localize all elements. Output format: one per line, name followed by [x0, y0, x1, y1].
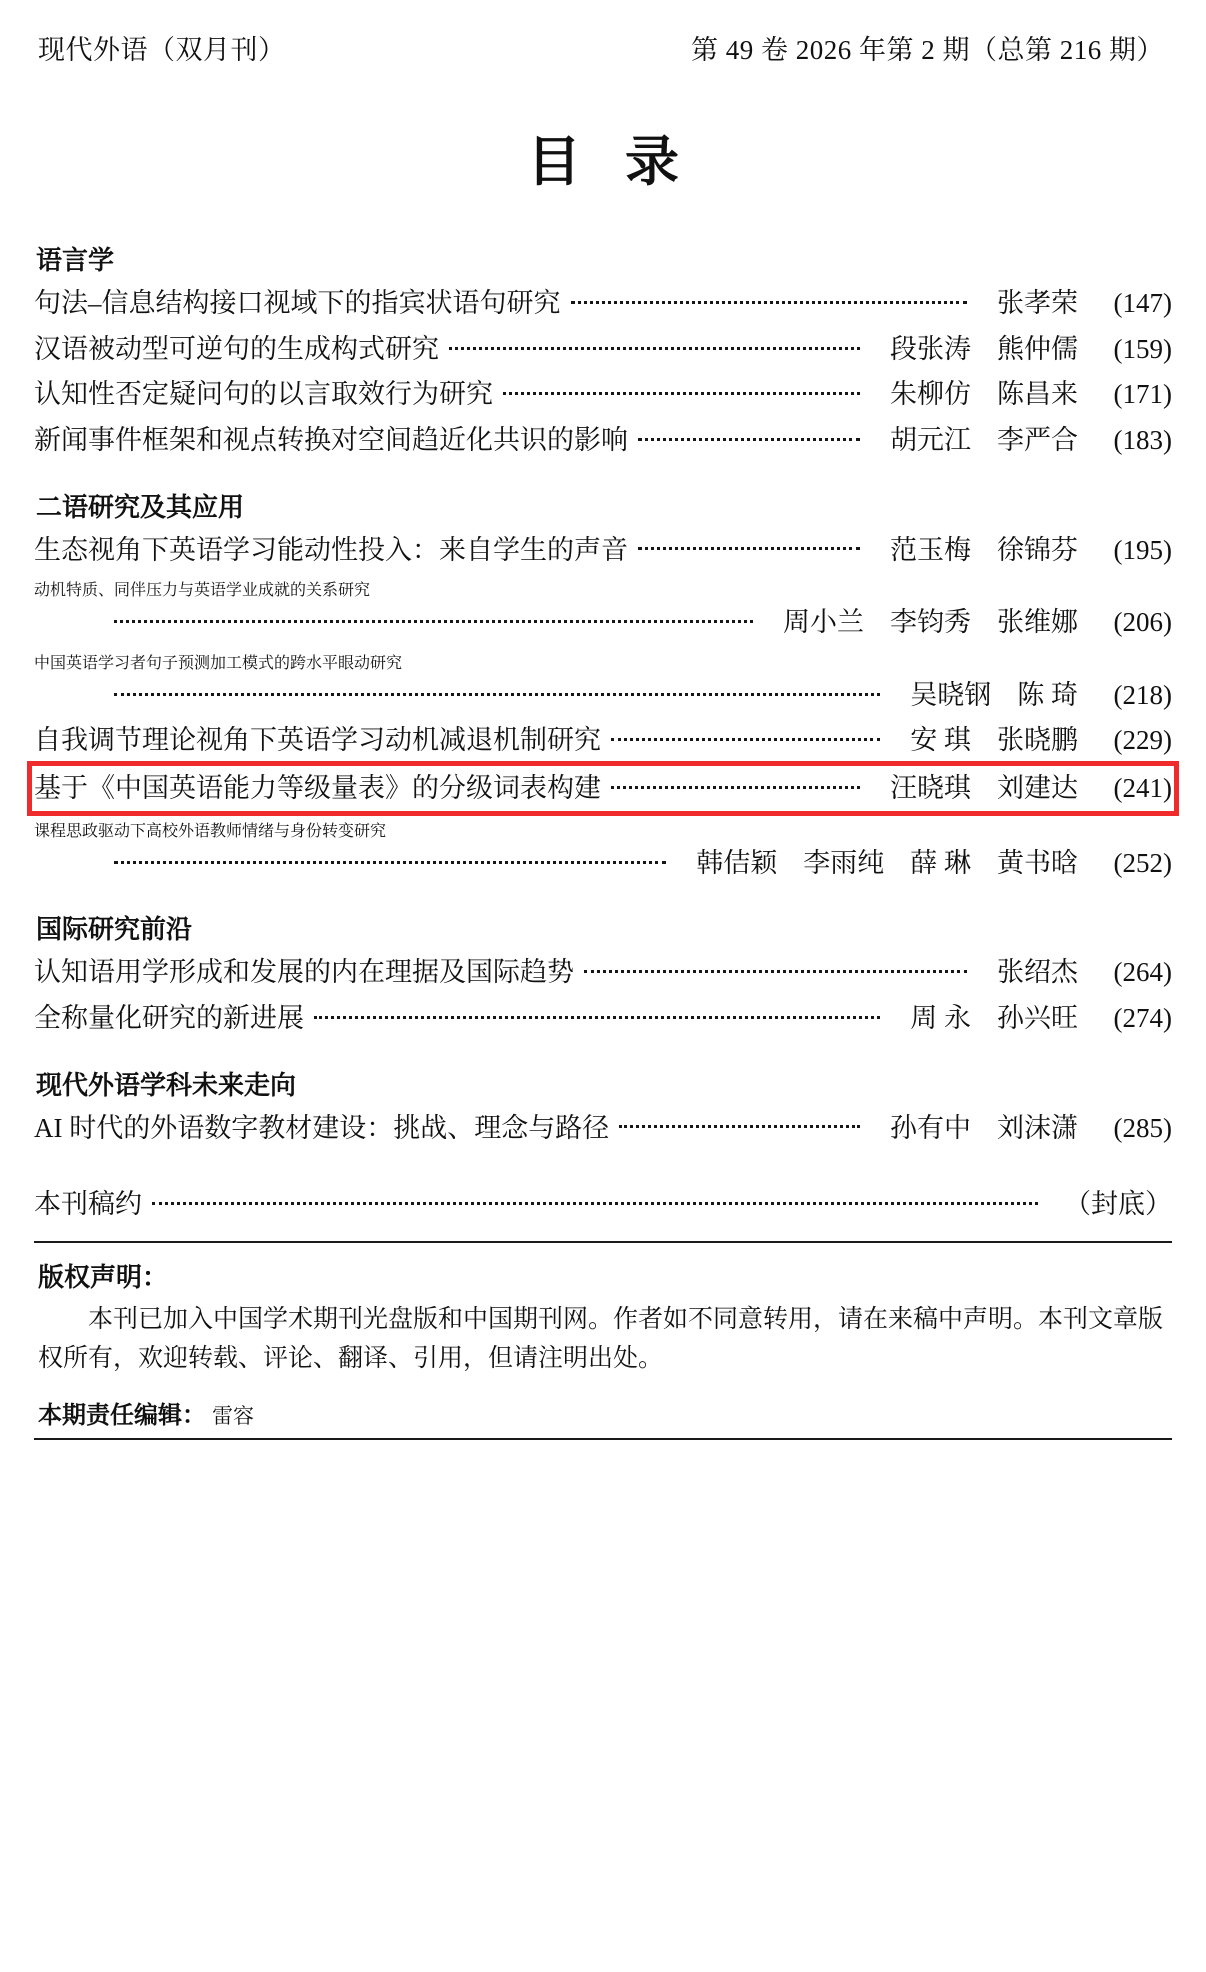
dot-leader [611, 722, 880, 749]
entry-authors [971, 955, 1078, 991]
divider [34, 1241, 1172, 1243]
entry-authors [864, 423, 1078, 459]
entry-title: 认知性否定疑问句的以言取效行为研究 [34, 379, 493, 410]
toc-entry[interactable] [34, 331, 1172, 368]
entry-page: (229) [1113, 725, 1172, 756]
author: 张维娜 [997, 607, 1078, 638]
author: 熊仲儒 [997, 333, 1078, 364]
author: 张晓鹏 [997, 725, 1078, 756]
entry-page: (252) [1113, 847, 1172, 878]
entry-title: 中国英语学习者句子预测加工模式的跨水平眼动研究 [34, 654, 403, 672]
section-heading: 现代外语学科未来走向 [36, 1070, 297, 1100]
entry-authors [864, 1111, 1078, 1147]
author: 孙兴旺 [997, 1002, 1078, 1033]
author: 陈 琦 [1017, 679, 1078, 710]
entry-page: (206) [1113, 607, 1172, 638]
author: 孙有中 [890, 1112, 971, 1143]
toc-entry[interactable] [34, 650, 1172, 714]
entry-authors [757, 605, 1078, 641]
dot-leader [638, 422, 860, 449]
entry-authors [670, 846, 1078, 882]
author: 李雨纯 [803, 847, 885, 878]
entry-page: (274) [1113, 1002, 1172, 1033]
entry-title: 认知语用学形成和发展的内在理据及国际趋势 [34, 957, 574, 988]
author: 徐锦芬 [997, 534, 1078, 565]
toc-entry[interactable] [34, 532, 1172, 569]
entry-title: 新闻事件框架和视点转换对空间趋近化共识的影响 [34, 424, 628, 455]
author: 吴晓钢 [910, 679, 992, 710]
issue-editor [38, 1395, 1172, 1430]
section-second-language [34, 487, 1172, 882]
toc-entry[interactable] [34, 285, 1172, 322]
toc-entry[interactable] [34, 1000, 1172, 1037]
toc-entry[interactable] [34, 577, 1172, 641]
entry-title: 本刊稿约 [34, 1189, 142, 1220]
entry-authors [884, 678, 1078, 714]
entry-authors [864, 533, 1078, 569]
bottom-divider [34, 1438, 1172, 1440]
toc-entry[interactable] [34, 954, 1172, 991]
section-heading: 语言学 [36, 246, 115, 275]
entry-page: (285) [1113, 1112, 1172, 1143]
author: 安 琪 [910, 725, 971, 756]
entry-title: 生态视角下英语学习能动性投入：来自学生的声音 [34, 534, 628, 565]
issue-info: 第 49 卷 2026 年第 2 期（总第 216 期） [691, 35, 1164, 65]
dot-leader [114, 604, 753, 631]
entry-authors [884, 1001, 1078, 1037]
dot-leader [611, 770, 860, 797]
entry-page: (195) [1113, 534, 1172, 565]
toc-entry[interactable] [34, 376, 1172, 413]
entry-authors [864, 377, 1078, 413]
dot-leader [114, 845, 666, 872]
section-heading: 二语研究及其应用 [36, 492, 245, 522]
author: 胡元江 [890, 424, 971, 455]
entry-page: (241) [1113, 773, 1172, 803]
entry-title: 句法–信息结构接口视域下的指宾状语句研究 [34, 288, 561, 318]
dot-leader [584, 954, 967, 981]
journal-name: 现代外语（双月刊） [38, 35, 286, 65]
entry-page: （封底） [1064, 1189, 1172, 1220]
author: 范玉梅 [890, 534, 971, 565]
entry-page: (159) [1113, 333, 1172, 364]
entry-title: 基于《中国英语能力等级量表》的分级词表构建 [34, 773, 601, 803]
author: 李钧秀 [890, 607, 971, 638]
toc-entry-submission[interactable] [34, 1186, 1172, 1223]
issue-editor-name: 雷容 [212, 1403, 254, 1428]
author: 张孝荣 [997, 288, 1078, 318]
author: 张绍杰 [997, 957, 1078, 988]
author: 陈昌来 [997, 379, 1078, 410]
toc-entry[interactable] [34, 722, 1172, 759]
entry-title: 课程思政驱动下高校外语教师情绪与身份转变研究 [34, 822, 387, 840]
entry-page: (183) [1113, 424, 1172, 455]
dot-leader [638, 532, 860, 559]
masthead [34, 22, 1172, 67]
entry-title: 动机特质、同伴压力与英语学业成就的关系研究 [34, 582, 371, 600]
section-linguistics [34, 240, 1172, 459]
entry-title: AI 时代的外语数字教材建设：挑战、理念与路径 [34, 1112, 610, 1143]
entry-title: 自我调节理论视角下英语学习动机减退机制研究 [34, 725, 601, 756]
author: 朱柳仿 [890, 379, 971, 410]
entry-page: (147) [1113, 288, 1172, 318]
toc-entry[interactable] [34, 422, 1172, 459]
issue-editor-label: 本期责任编辑： [38, 1402, 206, 1429]
dot-leader [114, 677, 880, 704]
entry-authors [884, 723, 1078, 759]
entry-title: 全称量化研究的新进展 [34, 1002, 304, 1033]
toc-entry[interactable] [34, 818, 1172, 882]
author: 李严合 [997, 424, 1078, 455]
section-heading: 国际研究前沿 [36, 915, 193, 945]
entry-title: 汉语被动型可逆句的生成构式研究 [34, 333, 439, 364]
entry-authors [864, 332, 1078, 368]
entry-page: (264) [1113, 957, 1172, 988]
author: 黄书晗 [997, 847, 1078, 878]
author: 刘建达 [997, 773, 1078, 803]
section-international-frontiers [34, 909, 1172, 1036]
author: 刘沫潇 [997, 1112, 1078, 1143]
toc-entry[interactable] [34, 1110, 1172, 1147]
section-future-directions [34, 1065, 1172, 1147]
author: 薛 琳 [910, 847, 971, 878]
dot-leader [503, 376, 860, 403]
dot-leader [619, 1110, 860, 1137]
author: 韩佶颖 [696, 847, 778, 878]
copyright-title: 版权声明： [38, 1262, 169, 1292]
back-matter [34, 1186, 1172, 1440]
entry-page: (171) [1113, 379, 1172, 410]
page-title: 目录 [527, 132, 723, 192]
author: 汪晓琪 [890, 773, 971, 803]
author: 周 永 [910, 1002, 971, 1033]
entry-authors [971, 286, 1078, 322]
entry-authors [864, 771, 1078, 807]
dot-leader [314, 1000, 880, 1027]
dot-leader [152, 1186, 1038, 1213]
author: 周小兰 [783, 607, 864, 638]
dot-leader [449, 331, 860, 358]
toc-entry-highlighted[interactable] [34, 768, 1172, 809]
entry-page: (218) [1113, 679, 1172, 710]
copyright-body: 本刊已加入中国学术期刊光盘版和中国期刊网。作者如不同意转用，请在来稿中声明。本刊文章版权所有，欢迎转载、评论、翻译、引用，但请注明出处。 [38, 1305, 1164, 1373]
author: 段张涛 [890, 333, 971, 364]
dot-leader [571, 285, 968, 312]
